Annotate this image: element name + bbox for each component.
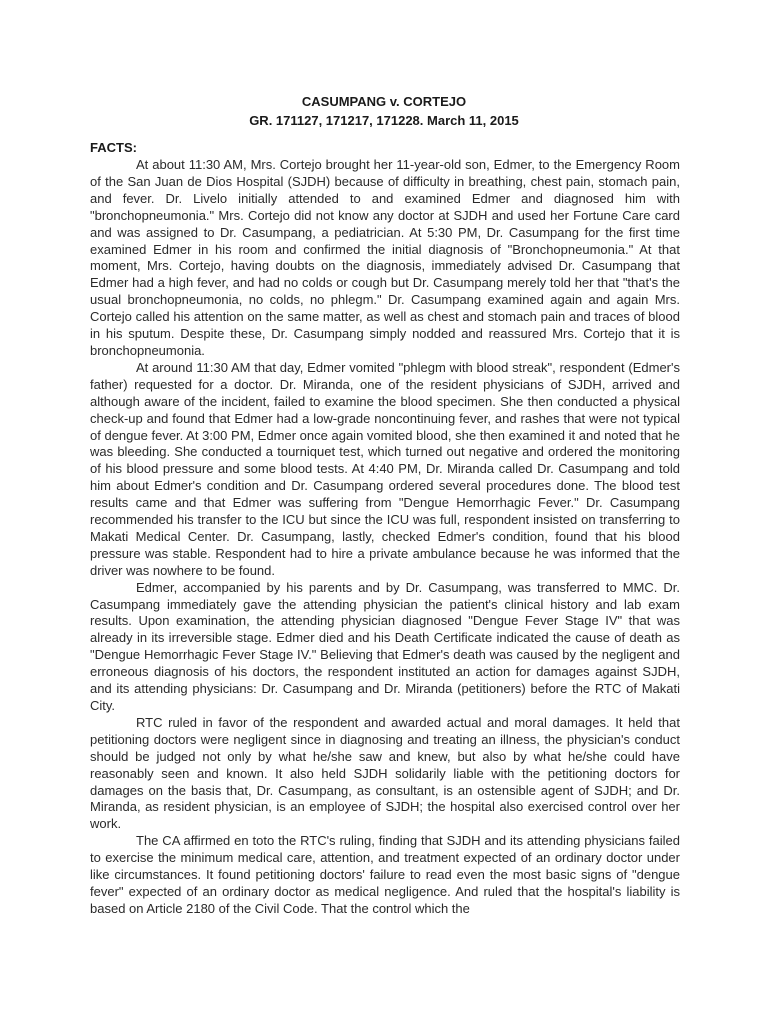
case-title: CASUMPANG v. CORTEJO (301, 94, 467, 109)
case-citation: GR. 171127, 171217, 171228. March 11, 2015 (249, 113, 519, 128)
paragraph: At about 11:30 AM, Mrs. Cortejo brought her 11-year-old son, Edmer, to the Emergency Room of the San Juan de Dios Hospital (SJDH) because of difficulty in breathing, chest pain, stomach pain, and fever. Dr. Livelo initially attended to and examined Edmer and diagnosed him with "bronchopneumonia." Mrs. Cortejo did not know any doctor at SJDH and used her Fortune Care card and was assigned to Dr. Casumpang, a pediatrician. At 5:30 PM, Dr. Casumpang for the first time examined Edmer in his room and confirmed the initial diagnosis of "Bronchopneumonia." At that moment, Mrs. Cortejo, having doubts on the diagnosis, immediately advised Dr. Casumpang that Edmer had a high fever, and had no colds or cough but Dr. Casumpang merely told her that "that's the usual bronchopneumonia, no colds, no phlegm." Dr. Casumpang examined again and again Mrs. Cortejo called his attention on the same matter, as well as chest and stomach pain and traces of blood in his sputum. Despite these, Dr. Casumpang simply nodded and reassured Mrs. Cortejo that it is bronchopneumonia. (90, 157, 680, 358)
paragraph: RTC ruled in favor of the respondent and awarded actual and moral damages. It held that petitioning doctors were negligent since in diagnosing and treating an illness, the physician's conduct should be judged not only by what he/she saw and knew, but also by what he/she could have reasonably seen and known. It also held SJDH solidarily liable with the petitioning doctors for damages on the basis that, Dr. Casumpang, as consultant, is an ostensible agent of SJDH; and Dr. Miranda, as resident physician, is an employee of SJDH; the hospital also exercised control over her work. (90, 714, 680, 832)
document-header (0, 92, 768, 130)
paragraph: Edmer, accompanied by his parents and by Dr. Casumpang, was transferred to MMC. Dr. Casumpang immediately gave the attending physician the patient's clinical history and lab exam results. Upon examination, the attending physician diagnosed "Dengue Fever Stage IV" that was already in its irreversible stage. Edmer died and his Death Certificate indicated the cause of death as "Dengue Hemorrhagic Fever Stage IV." Believing that Edmer's death was caused by the negligent and erroneous diagnosis of his doctors, the respondent instituted an action for damages against SJDH, and its attending physicians: Dr. Casumpang and Dr. Miranda (petitioners) before the RTC of Makati City. (90, 579, 680, 713)
facts-body (90, 157, 680, 918)
paragraph: The CA affirmed en toto the RTC's ruling, finding that SJDH and its attending physicians failed to exercise the minimum medical care, attention, and treatment expected of an ordinary doctor under like circumstances. It found petitioning doctors' failure to read even the most basic signs of "dengue fever" expected of an ordinary doctor as medical negligence. And ruled that the hospital's liability is based on Article 2180 of the Civil Code. That the control which the (90, 833, 680, 916)
section-heading-facts: FACTS: (90, 140, 137, 155)
paragraph: At around 11:30 AM that day, Edmer vomited "phlegm with blood streak", respondent (Edmer's father) requested for a doctor. Dr. Miranda, one of the resident physicians of SJDH, arrived and although aware of the incident, failed to examine the blood specimen. She then conducted a physical check-up and found that Edmer had a low-grade noncontinuing fever, and rashes that were not typical of dengue fever. At 3:00 PM, Edmer once again vomited blood, she then examined it and noted that he was bleeding. She conducted a tourniquet test, which turned out negative and ordered the monitoring of his blood pressure and some blood tests. At 4:40 PM, Dr. Miranda called Dr. Casumpang and told him about Edmer's condition and Dr. Casumpang ordered several procedures done. The blood test results came and that Edmer was suffering from "Dengue Hemorrhagic Fever." Dr. Casumpang recommended his transfer to the ICU but since the ICU was full, respondent insisted on transferring to Makati Medical Center. Dr. Casumpang, lastly, checked Edmer's condition, found that his blood pressure was stable. Respondent had to hire a private ambulance because he was informed that the driver was nowhere to be found. (90, 359, 680, 578)
